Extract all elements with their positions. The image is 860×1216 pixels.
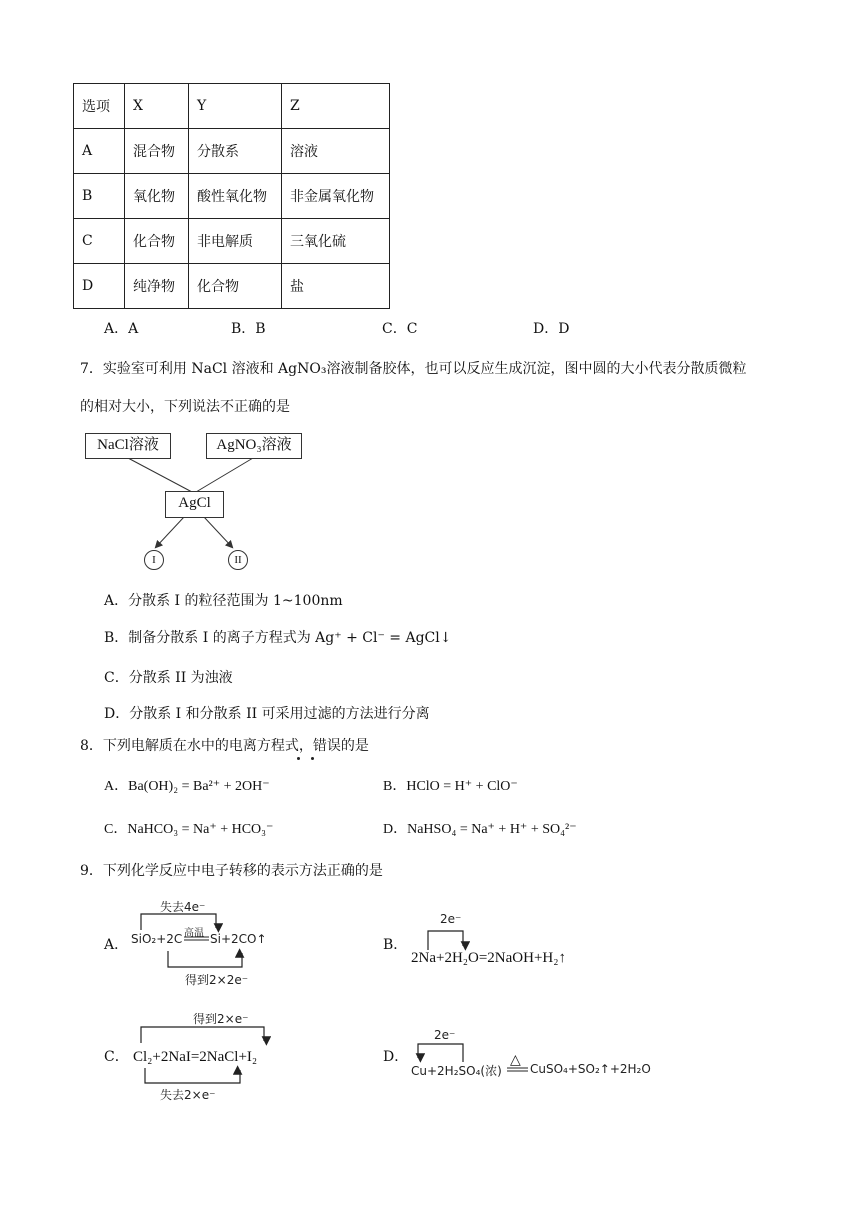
table-header-row (74, 84, 390, 129)
q9-d-reactants: Cu+2H₂SO₄(浓) (411, 1064, 502, 1078)
q9-option-a-label[interactable]: A． (104, 937, 129, 953)
table-cell: Z (282, 84, 390, 129)
agno3-solution-box: AgNO₃溶液 (206, 433, 302, 459)
dispersion-ii-circle: II (228, 550, 248, 570)
table-cell: 化合物 (189, 264, 282, 309)
table-cell: 非电解质 (189, 219, 282, 264)
table-row (74, 174, 390, 219)
table-cell: 酸性氧化物 (189, 174, 282, 219)
agcl-box: AgCl (165, 491, 224, 518)
q7-stem-line1: 7．实验室可利用 NaCl 溶液和 AgNO₃溶液制备胶体，也可以反应生成沉淀，图中圆的大小代表分散质微粒 (80, 361, 747, 377)
q9-b-equation: 2Na+2H₂O=2NaOH+H₂↑ (411, 950, 566, 966)
q6-choice-b[interactable]: B．B (231, 321, 266, 337)
q9-a-reactants: SiO₂+2C (131, 932, 183, 946)
q9-a-condition: 高温 (184, 928, 204, 939)
q6-choice-c[interactable]: C．C (382, 321, 418, 337)
q8-option-c[interactable]: C．NaHCO₃ = Na⁺ + HCO₃⁻ (104, 822, 274, 837)
options-table (73, 83, 390, 309)
q9-a-lose-label: 失去4e⁻ (160, 900, 206, 914)
nacl-solution-box: NaCl溶液 (85, 433, 171, 459)
q9-c-gain-label: 得到2×e⁻ (193, 1012, 249, 1026)
q7-option-b[interactable]: B．制备分散系 I 的离子方程式为 Ag⁺ + Cl⁻ = AgCl↓ (104, 630, 452, 646)
q6-choice-d[interactable]: D．D (533, 321, 570, 337)
table-cell: 混合物 (125, 129, 189, 174)
q8-option-b[interactable]: B．HClO = H⁺ + ClO⁻ (383, 779, 518, 794)
table-cell: B (74, 174, 125, 219)
table-cell: 三氧化硫 (282, 219, 390, 264)
table-cell: 溶液 (282, 129, 390, 174)
table-cell: 选项 (74, 84, 125, 129)
emphasis-dot (297, 757, 300, 760)
table-cell: 分散系 (189, 129, 282, 174)
table-cell: 化合物 (125, 219, 189, 264)
table-cell: D (74, 264, 125, 309)
table-cell: 非金属氧化物 (282, 174, 390, 219)
table-cell: 纯净物 (125, 264, 189, 309)
q8-option-a[interactable]: A．Ba(OH)₂ = Ba²⁺ + 2OH⁻ (104, 779, 270, 794)
table-row (74, 219, 390, 264)
q8-option-d[interactable]: D．NaHSO₄ = Na⁺ + H⁺ + SO₄²⁻ (383, 822, 577, 837)
q9-stem: 9．下列化学反应中电子转移的表示方法正确的是 (80, 863, 383, 879)
q9-option-b-label[interactable]: B． (383, 937, 408, 953)
q9-d-electron-label: 2e⁻ (434, 1028, 456, 1042)
table-row (74, 264, 390, 309)
table-row (74, 129, 390, 174)
table-cell: 氧化物 (125, 174, 189, 219)
q9-b-electron-label: 2e⁻ (440, 912, 462, 926)
table-cell: X (125, 84, 189, 129)
q9-a-gain-label: 得到2×2e⁻ (185, 973, 249, 987)
q9-c-equation: Cl₂+2NaI=2NaCl+I₂ (133, 1049, 258, 1065)
q7-option-c[interactable]: C．分散系 II 为浊液 (104, 670, 233, 686)
table-cell: Y (189, 84, 282, 129)
table-cell: 盐 (282, 264, 390, 309)
q9-d-condition: △ (510, 1052, 521, 1068)
dispersion-i-circle: I (144, 550, 164, 570)
q9-c-lose-label: 失去2×e⁻ (160, 1088, 216, 1102)
q9-d-products: CuSO₄+SO₂↑+2H₂O (530, 1062, 651, 1076)
q7-option-d[interactable]: D．分散系 I 和分散系 II 可采用过滤的方法进行分离 (104, 706, 430, 722)
table-cell: A (74, 129, 125, 174)
table-cell: C (74, 219, 125, 264)
q7-option-a[interactable]: A．分散系 I 的粒径范围为 1~100nm (104, 593, 343, 609)
q6-choice-a[interactable]: A．A (104, 321, 139, 337)
q9-option-d-label[interactable]: D． (383, 1049, 409, 1065)
q9-a-products: Si+2CO↑ (210, 932, 267, 946)
emphasis-dot (311, 757, 314, 760)
q9-option-c-label[interactable]: C． (104, 1049, 129, 1065)
q8-stem: 8．下列电解质在水中的电离方程式，错误的是 (80, 738, 369, 754)
q7-stem-line2: 的相对大小，下列说法不正确的是 (80, 399, 290, 415)
